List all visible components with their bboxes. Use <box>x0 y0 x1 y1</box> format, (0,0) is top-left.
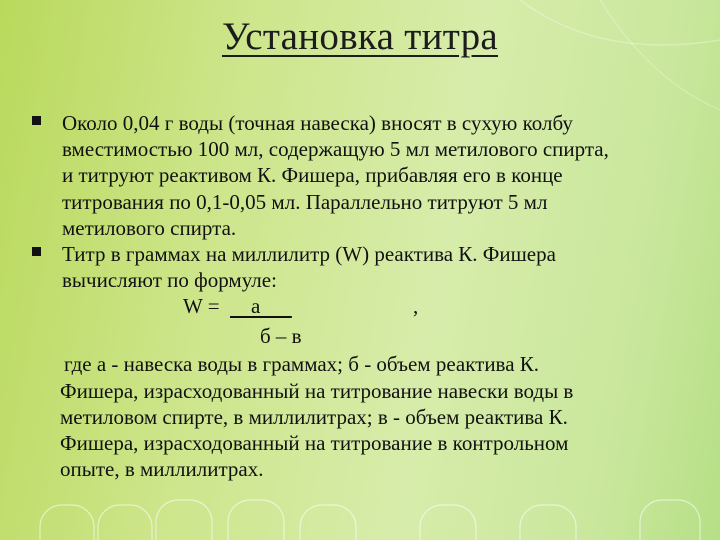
text-line: метилового спирта. <box>62 215 237 240</box>
formula-top <box>183 293 292 319</box>
text-line: титрования по 0,1-0,05 мл. Параллельно титруют 5 мл <box>62 189 548 214</box>
formula-numerator: а <box>230 294 292 319</box>
text-line: Фишера, израсходованный на титрование в контрольном <box>60 431 569 456</box>
bullet-item <box>28 110 698 241</box>
square-bullet-icon <box>32 116 41 125</box>
text-line: Титр в граммах на миллилитр (W) реактива К. Фишера <box>62 242 556 267</box>
formula <box>28 293 698 351</box>
formula-lhs: W = <box>183 294 220 319</box>
formula-comma: , <box>413 294 419 319</box>
text-line: опыте, в миллилитрах. <box>60 457 264 482</box>
text-line: метиловом спирте, в миллилитрах; в - объем реактива К. <box>60 404 568 429</box>
formula-explanation <box>28 351 698 482</box>
slide-title: Установка титра <box>221 15 498 58</box>
text-line: и титруют реактивом К. Фишера, прибавляя его в конце <box>62 163 563 188</box>
text-line: где а - навеска воды в граммах; б - объем реактива К. <box>64 352 540 377</box>
text-line: Около 0,04 г воды (точная навеска) вносят в сухую колбу <box>62 111 573 135</box>
text-line: вместимостью 100 мл, содержащую 5 мл метилового спирта, <box>62 137 609 162</box>
text-line: Фишера, израсходованный на титрование навески воды в <box>60 378 574 403</box>
text-line: вычисляют по формуле: <box>62 268 277 293</box>
formula-denominator: б – в <box>260 324 302 349</box>
square-bullet-icon <box>32 247 41 256</box>
slide-body <box>28 110 698 482</box>
bullet-item <box>28 241 698 293</box>
